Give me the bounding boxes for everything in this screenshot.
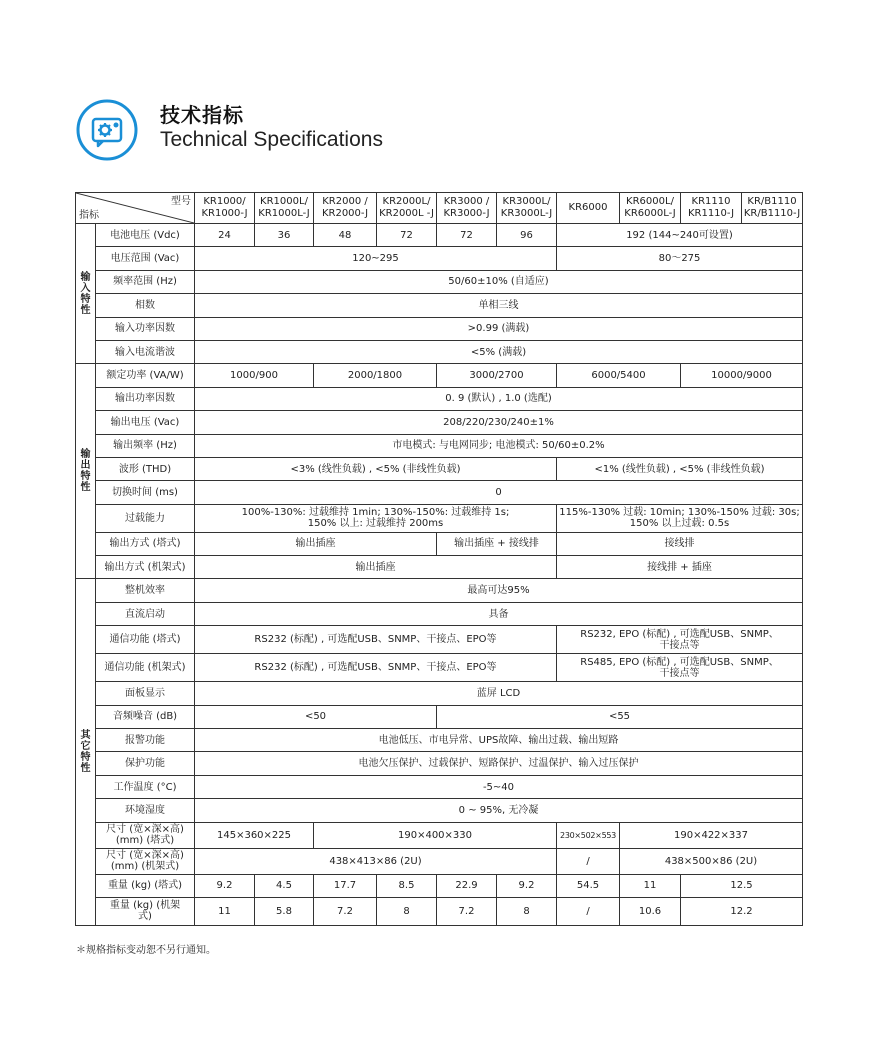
row-label: 环境湿度 <box>96 799 195 822</box>
row-label: 过载能力 <box>96 504 195 532</box>
table-cell: <55 <box>437 705 803 728</box>
table-cell: 具备 <box>195 602 803 625</box>
table-row <box>76 626 803 654</box>
table-cell: 10.6 <box>620 897 681 925</box>
table-row <box>76 532 803 555</box>
table-cell: 市电模式: 与电网同步; 电池模式: 50/60±0.2% <box>195 434 803 457</box>
table-cell: 438×413×86 (2U) <box>195 848 557 874</box>
row-label: 重量 (kg) (机架 式) <box>96 897 195 925</box>
table-row <box>76 294 803 317</box>
table-cell: 50/60±10% (自适应) <box>195 270 803 293</box>
table-cell: 12.2 <box>681 897 803 925</box>
table-cell: 输出插座 <box>195 556 557 579</box>
row-label: 输出方式 (机架式) <box>96 556 195 579</box>
table-cell: 72 <box>437 224 497 247</box>
table-row <box>76 682 803 705</box>
table-cell: 最高可达95% <box>195 579 803 602</box>
model-header: KR2000 / KR2000-J <box>314 193 377 224</box>
model-header: KR3000L/ KR3000L-J <box>497 193 557 224</box>
table-cell: 10000/9000 <box>681 364 803 387</box>
table-cell: 11 <box>195 897 255 925</box>
row-label: 输出电压 (Vac) <box>96 411 195 434</box>
table-cell: 6000/5400 <box>557 364 681 387</box>
table-cell: 192 (144~240可设置) <box>557 224 803 247</box>
table-cell: RS232, EPO (标配) , 可选配USB、SNMP、 干接点等 <box>557 626 803 654</box>
table-cell: / <box>557 897 620 925</box>
row-label: 尺寸 (宽×深×高) (mm) (机架式) <box>96 848 195 874</box>
gear-document-icon <box>76 99 138 161</box>
header-row <box>76 193 803 224</box>
group-label-output: 输出特性 <box>76 364 96 579</box>
row-label: 切换时间 (ms) <box>96 481 195 504</box>
page-title-en: Technical Specifications <box>160 128 383 151</box>
table-cell: 9.2 <box>195 874 255 897</box>
table-cell: 2000/1800 <box>314 364 437 387</box>
table-cell: 190×422×337 <box>620 822 803 848</box>
table-cell: 145×360×225 <box>195 822 314 848</box>
row-label: 输入功率因数 <box>96 317 195 340</box>
model-header: KR/B1110 KR/B1110-J <box>742 193 803 224</box>
table-cell: 7.2 <box>437 897 497 925</box>
table-cell: 0 ~ 95%, 无冷凝 <box>195 799 803 822</box>
row-label: 输出方式 (塔式) <box>96 532 195 555</box>
group-label-other: 其它特性 <box>76 579 96 926</box>
table-cell: RS232 (标配) , 可选配USB、SNMP、干接点、EPO等 <box>195 626 557 654</box>
row-label: 相数 <box>96 294 195 317</box>
group-label-input: 输入特性 <box>76 224 96 364</box>
row-label: 保护功能 <box>96 752 195 775</box>
row-label: 输出功率因数 <box>96 387 195 410</box>
model-header: KR1110 KR1110-J <box>681 193 742 224</box>
table-cell: 17.7 <box>314 874 377 897</box>
table-row <box>76 897 803 925</box>
table-row <box>76 799 803 822</box>
corner-model-label: 型号 <box>171 196 191 207</box>
corner-index-label: 指标 <box>79 210 99 221</box>
table-cell: 电池欠压保护、过载保护、短路保护、过温保护、输入过压保护 <box>195 752 803 775</box>
table-cell: 7.2 <box>314 897 377 925</box>
table-cell: RS232 (标配) , 可选配USB、SNMP、干接点、EPO等 <box>195 654 557 682</box>
table-cell: 输出插座 <box>195 532 437 555</box>
table-cell: <50 <box>195 705 437 728</box>
table-cell: 12.5 <box>681 874 803 897</box>
row-label: 输入电流谐波 <box>96 340 195 363</box>
model-header: KR3000 / KR3000-J <box>437 193 497 224</box>
table-row <box>76 848 803 874</box>
table-row <box>76 481 803 504</box>
table-row <box>76 434 803 457</box>
table-row <box>76 504 803 532</box>
table-cell: 36 <box>255 224 314 247</box>
table-cell: 22.9 <box>437 874 497 897</box>
table-cell: 230×502×553 <box>557 822 620 848</box>
model-header: KR6000L/ KR6000L-J <box>620 193 681 224</box>
table-cell: 0. 9 (默认) , 1.0 (选配) <box>195 387 803 410</box>
row-label: 通信功能 (塔式) <box>96 626 195 654</box>
page-title-cn: 技术指标 <box>160 103 244 127</box>
row-label: 电压范围 (Vac) <box>96 247 195 270</box>
table-row <box>76 340 803 363</box>
table-cell: <5% (满载) <box>195 340 803 363</box>
table-row <box>76 729 803 752</box>
table-row <box>76 556 803 579</box>
table-row <box>76 752 803 775</box>
table-cell: 11 <box>620 874 681 897</box>
row-label: 工作温度 (°C) <box>96 775 195 798</box>
row-label: 频率范围 (Hz) <box>96 270 195 293</box>
row-label: 面板显示 <box>96 682 195 705</box>
table-row <box>76 224 803 247</box>
table-row <box>76 457 803 480</box>
table-cell: <1% (线性负载) , <5% (非线性负载) <box>557 457 803 480</box>
table-cell: 3000/2700 <box>437 364 557 387</box>
table-cell: -5~40 <box>195 775 803 798</box>
table-cell: RS485, EPO (标配) , 可选配USB、SNMP、 干接点等 <box>557 654 803 682</box>
model-header: KR2000L/ KR2000L -J <box>377 193 437 224</box>
table-cell: 接线排 + 插座 <box>557 556 803 579</box>
table-row <box>76 411 803 434</box>
table-cell: 接线排 <box>557 532 803 555</box>
table-cell: 120~295 <box>195 247 557 270</box>
table-cell: 8 <box>497 897 557 925</box>
row-label: 音频噪音 (dB) <box>96 705 195 728</box>
table-cell: 8.5 <box>377 874 437 897</box>
table-cell: 0 <box>195 481 803 504</box>
corner-cell <box>76 193 195 224</box>
table-row <box>76 775 803 798</box>
footnote: ＊规格指标变动恕不另行通知。 <box>76 945 216 956</box>
table-row <box>76 822 803 848</box>
table-row <box>76 247 803 270</box>
table-row <box>76 364 803 387</box>
table-cell: 100%-130%: 过载维持 1min; 130%-150%: 过载维持 1s; 150% 以上: 过载维持 200ms <box>195 504 557 532</box>
table-cell: 蓝屏 LCD <box>195 682 803 705</box>
table-row <box>76 602 803 625</box>
table-cell: 72 <box>377 224 437 247</box>
table-cell: 48 <box>314 224 377 247</box>
table-cell: 1000/900 <box>195 364 314 387</box>
table-cell: 190×400×330 <box>314 822 557 848</box>
table-cell: 115%-130% 过载: 10min; 130%-150% 过载: 30s; 150% 以上过载: 0.5s <box>557 504 803 532</box>
spec-table <box>75 192 803 926</box>
table-cell: 54.5 <box>557 874 620 897</box>
table-row <box>76 705 803 728</box>
row-label: 输出频率 (Hz) <box>96 434 195 457</box>
table-cell: 24 <box>195 224 255 247</box>
table-cell: 9.2 <box>497 874 557 897</box>
table-cell: / <box>557 848 620 874</box>
row-label: 额定功率 (VA/W) <box>96 364 195 387</box>
row-label: 电池电压 (Vdc) <box>96 224 195 247</box>
table-row <box>76 874 803 897</box>
table-row <box>76 317 803 340</box>
row-label: 整机效率 <box>96 579 195 602</box>
table-row <box>76 579 803 602</box>
table-cell: 5.8 <box>255 897 314 925</box>
table-cell: 438×500×86 (2U) <box>620 848 803 874</box>
table-row <box>76 654 803 682</box>
row-label: 报警功能 <box>96 729 195 752</box>
row-label: 重量 (kg) (塔式) <box>96 874 195 897</box>
table-cell: 80～275 <box>557 247 803 270</box>
table-cell: 4.5 <box>255 874 314 897</box>
table-cell: 电池低压、市电异常、UPS故障、输出过载、输出短路 <box>195 729 803 752</box>
table-cell: >0.99 (满载) <box>195 317 803 340</box>
row-label: 直流启动 <box>96 602 195 625</box>
model-header: KR6000 <box>557 193 620 224</box>
row-label: 波形 (THD) <box>96 457 195 480</box>
table-row <box>76 387 803 410</box>
table-cell: <3% (线性负载) , <5% (非线性负载) <box>195 457 557 480</box>
row-label: 尺寸 (宽×深×高) (mm) (塔式) <box>96 822 195 848</box>
row-label: 通信功能 (机架式) <box>96 654 195 682</box>
model-header: KR1000/ KR1000-J <box>195 193 255 224</box>
table-row <box>76 270 803 293</box>
table-cell: 单相三线 <box>195 294 803 317</box>
table-cell: 输出插座 + 接线排 <box>437 532 557 555</box>
table-cell: 96 <box>497 224 557 247</box>
table-cell: 208/220/230/240±1% <box>195 411 803 434</box>
table-cell: 8 <box>377 897 437 925</box>
model-header: KR1000L/ KR1000L-J <box>255 193 314 224</box>
